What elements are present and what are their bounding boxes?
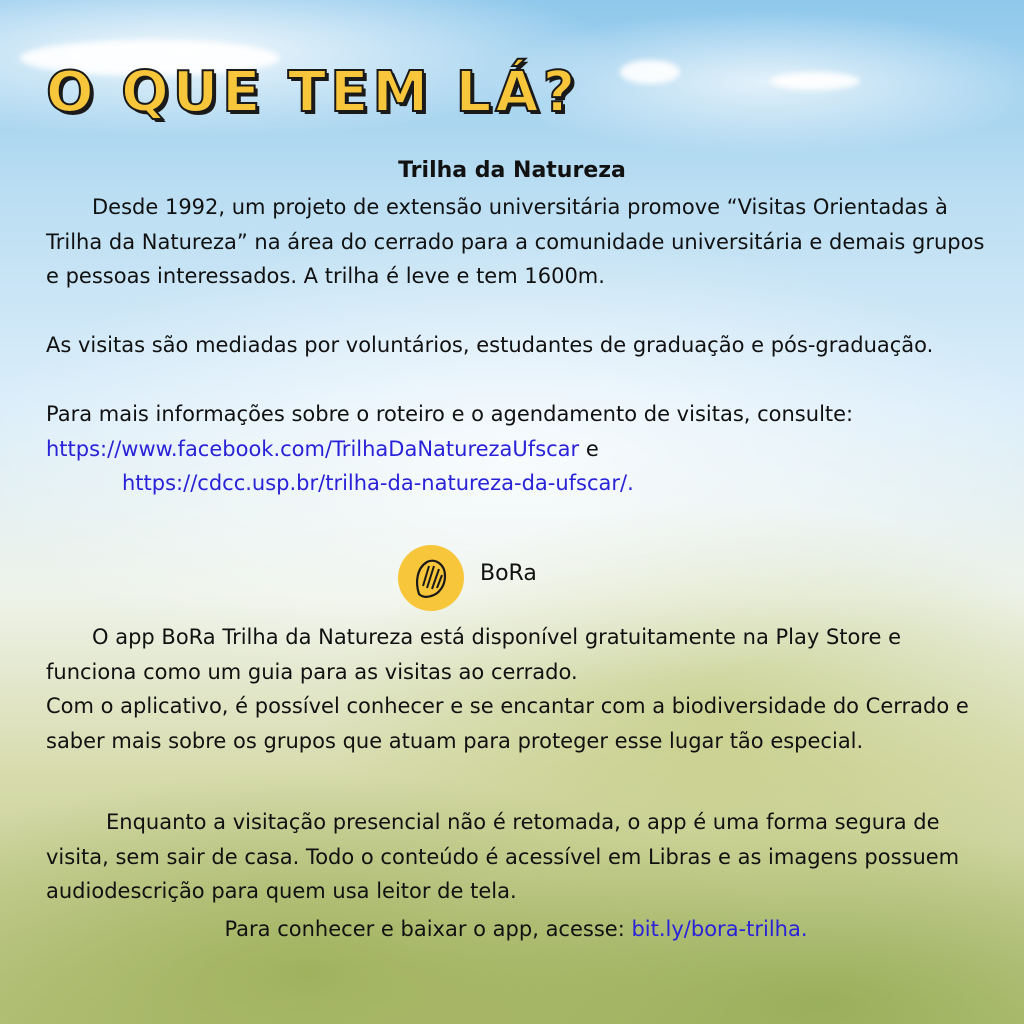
trilha-heading: Trilha da Natureza [398,158,626,183]
bora-logo [398,545,464,611]
bora-paragraph-2: Com o aplicativo, é possível conhecer e se encantar com a biodiversidade do Cerrado e saber mais sobre os grupos que atuam para proteger esse lugar tão especial. [46,694,969,753]
bora-access-text: Para conhecer e baixar o app, acesse: [224,917,625,941]
page-title: O QUE TEM LÁ? [46,60,580,125]
bora-app-link[interactable]: bit.ly/bora-trilha. [631,917,808,941]
cloud-decoration [620,60,680,84]
bora-label: BoRa [480,561,537,586]
trilha-paragraph-3 [46,397,986,501]
bora-paragraph-1: O app BoRa Trilha da Natureza está disponível gratuitamente na Play Store e funciona como um guia para as visitas ao cerrado. [46,625,902,684]
trilha-paragraph-1: Desde 1992, um projeto de extensão universitária promove “Visitas Orientadas à Trilha da Natureza” na área do cerrado para a comunidade universitária e demais grupos e pessoas interessados. A trilha é leve e tem 1600m. [46,195,985,289]
cdcc-link[interactable]: https://cdcc.usp.br/trilha-da-natureza-da-ufscar/. [122,471,634,496]
bora-header [0,545,1024,611]
leaf-hand-icon [413,556,449,600]
trilha-consult-text: Para mais informações sobre o roteiro e o agendamento de visitas, consulte: [46,402,854,426]
bora-paragraph-4 [46,912,986,947]
facebook-link[interactable]: https://www.facebook.com/TrilhaDaNaturezaUfscar [46,436,580,461]
cloud-decoration [770,72,860,90]
conjunction-text: e [585,436,599,461]
trilha-paragraph-2: As visitas são mediadas por voluntários, estudantes de graduação e pós-graduação. [46,333,934,357]
bora-paragraph-3: Enquanto a visitação presencial não é retomada, o app é uma forma segura de visita, sem sair de casa. Todo o conteúdo é acessível em Libras e as imagens possuem audiodescrição para quem usa leitor de tela. [46,810,960,904]
